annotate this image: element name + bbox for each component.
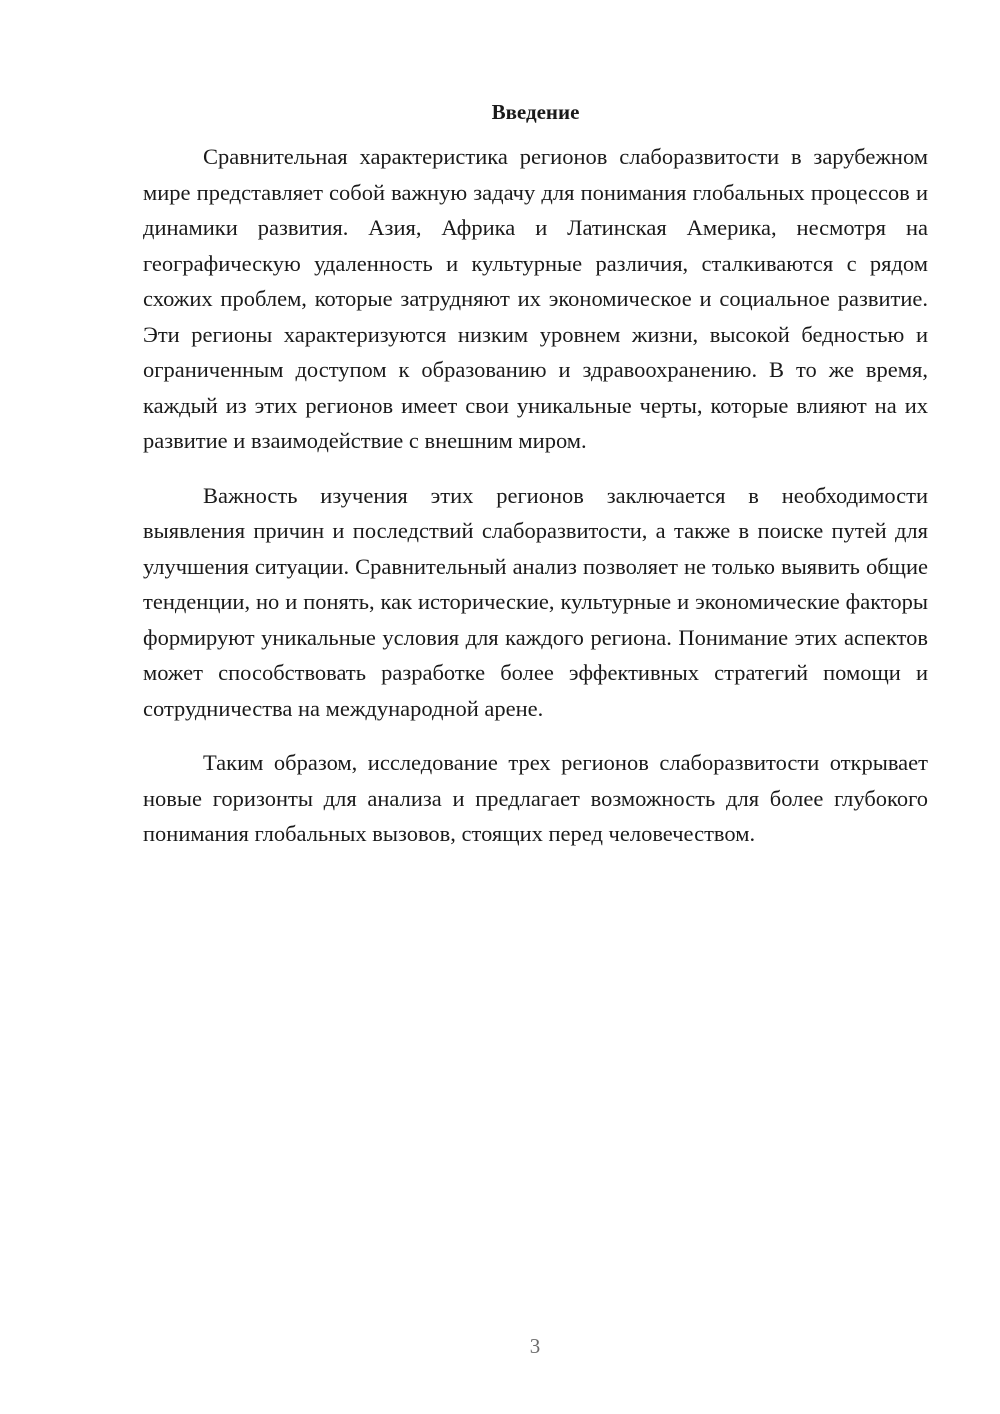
paragraph-3: Таким образом, исследование трех регионов слаборазвитости открывает новые горизонты для анализа и предлагает возможность для более глубокого понимания глобальных вызовов, стоящих перед человечеством. xyxy=(143,750,928,846)
paragraph-1: Сравнительная характеристика регионов слаборазвитости в зарубежном мире представляет собой важную задачу для понимания глобальных процессов и динамики развития. Азия, Африка и Латинская Америка, несмотря на географическую удаленность и культурные различия, сталкиваются с рядом схожих проблем, которые затрудняют их экономическое и социальное развитие. Эти регионы характеризуются низким уровнем жизни, высокой бедностью и ограниченным доступом к образованию и здравоохранению. В то же время, каждый из этих регионов имеет свои уникальные черты, которые влияют на их развитие и взаимодействие с внешним миром. xyxy=(143,144,928,453)
paragraph-2: Важность изучения этих регионов заключается в необходимости выявления причин и последствий слаборазвитости, а также в поиске путей для улучшения ситуации. Сравнительный анализ позволяет не только выявить общие тенденции, но и понять, как исторические, культурные и экономические факторы формируют уникальные условия для каждого региона. Понимание этих аспектов может способствовать разработке более эффективных стратегий помощи и сотрудничества на международной арене. xyxy=(143,482,928,721)
page-content xyxy=(143,98,928,871)
page-number: 3 xyxy=(529,1334,541,1358)
section-heading: Введение xyxy=(491,100,580,124)
